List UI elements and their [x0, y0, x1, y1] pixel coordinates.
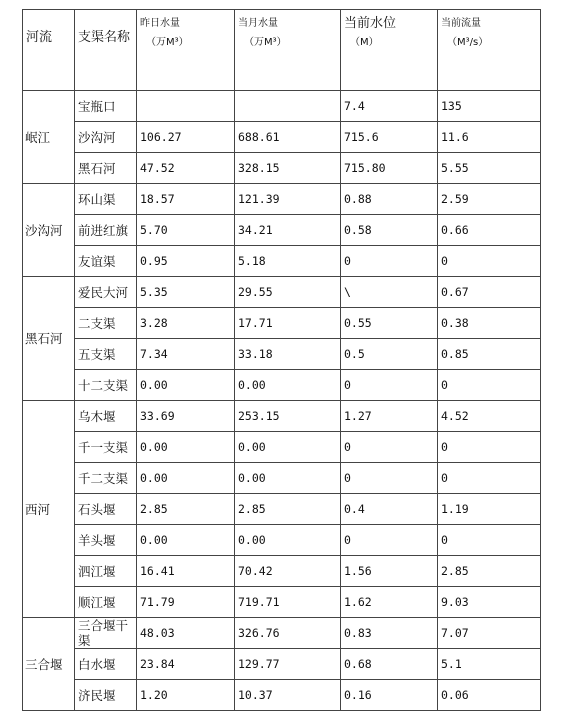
month-cell: 0.00: [235, 432, 341, 463]
header-flow-unit: （M³/s）: [447, 37, 489, 48]
yesterday-cell: 47.52: [137, 153, 235, 184]
month-cell: 253.15: [235, 401, 341, 432]
flow-cell: 0: [438, 432, 541, 463]
month-cell: 129.77: [235, 649, 341, 680]
header-month-unit: （万M³）: [244, 37, 287, 48]
table-row: [23, 184, 541, 215]
canal-cell: 济民堰: [75, 680, 137, 711]
table-row: [23, 122, 541, 153]
month-cell: 719.71: [235, 587, 341, 618]
table-row: [23, 370, 541, 401]
canal-cell: 沙沟河: [75, 122, 137, 153]
table-row: [23, 401, 541, 432]
level-cell: 0.5: [341, 339, 438, 370]
yesterday-cell: 71.79: [137, 587, 235, 618]
flow-cell: 0.38: [438, 308, 541, 339]
canal-cell: 十二支渠: [75, 370, 137, 401]
header-level: [341, 10, 438, 91]
month-cell: 328.15: [235, 153, 341, 184]
level-cell: 7.4: [341, 91, 438, 122]
flow-cell: 2.85: [438, 556, 541, 587]
yesterday-cell: 0.00: [137, 432, 235, 463]
level-cell: 0.68: [341, 649, 438, 680]
level-cell: 0: [341, 246, 438, 277]
header-yesterday: [137, 10, 235, 91]
canal-cell: 二支渠: [75, 308, 137, 339]
canal-cell: 三合堰干渠: [75, 618, 137, 649]
yesterday-cell: 0.00: [137, 525, 235, 556]
river-cell: 西河: [23, 401, 75, 618]
table-row: [23, 494, 541, 525]
flow-cell: 0: [438, 370, 541, 401]
table-body: [23, 10, 541, 711]
yesterday-cell: 106.27: [137, 122, 235, 153]
header-month: [235, 10, 341, 91]
flow-cell: 0.67: [438, 277, 541, 308]
header-level-unit: （M）: [350, 37, 379, 48]
table-row: [23, 649, 541, 680]
month-cell: 5.18: [235, 246, 341, 277]
yesterday-cell: [137, 91, 235, 122]
level-cell: 1.27: [341, 401, 438, 432]
canal-cell: 千二支渠: [75, 463, 137, 494]
yesterday-cell: 16.41: [137, 556, 235, 587]
flow-cell: 11.6: [438, 122, 541, 153]
canal-cell: 前进红旗: [75, 215, 137, 246]
yesterday-cell: 23.84: [137, 649, 235, 680]
month-cell: 0.00: [235, 370, 341, 401]
level-cell: 0.88: [341, 184, 438, 215]
canal-cell: 环山渠: [75, 184, 137, 215]
level-cell: 0.83: [341, 618, 438, 649]
flow-cell: 7.07: [438, 618, 541, 649]
month-cell: [235, 91, 341, 122]
month-cell: 33.18: [235, 339, 341, 370]
water-data-table: [22, 9, 541, 711]
table-row: [23, 246, 541, 277]
flow-cell: 0.06: [438, 680, 541, 711]
header-row: [23, 10, 541, 91]
month-cell: 70.42: [235, 556, 341, 587]
flow-cell: 135: [438, 91, 541, 122]
month-cell: 0.00: [235, 463, 341, 494]
table-row: [23, 463, 541, 494]
level-cell: 0.58: [341, 215, 438, 246]
flow-cell: 0: [438, 463, 541, 494]
month-cell: 17.71: [235, 308, 341, 339]
level-cell: 0.4: [341, 494, 438, 525]
month-cell: 0.00: [235, 525, 341, 556]
table-row: [23, 91, 541, 122]
table-row: [23, 277, 541, 308]
header-river: 河流: [23, 10, 75, 91]
canal-cell: 宝瓶口: [75, 91, 137, 122]
canal-cell: 泗江堰: [75, 556, 137, 587]
level-cell: 1.62: [341, 587, 438, 618]
river-cell: 岷江: [23, 91, 75, 184]
table-row: [23, 153, 541, 184]
flow-cell: 2.59: [438, 184, 541, 215]
flow-cell: 0: [438, 525, 541, 556]
header-yesterday-title: 昨日水量: [140, 18, 180, 29]
yesterday-cell: 7.34: [137, 339, 235, 370]
canal-cell: 黑石河: [75, 153, 137, 184]
canal-cell: 友谊渠: [75, 246, 137, 277]
month-cell: 121.39: [235, 184, 341, 215]
yesterday-cell: 48.03: [137, 618, 235, 649]
table-row: [23, 556, 541, 587]
table-row: [23, 432, 541, 463]
month-cell: 10.37: [235, 680, 341, 711]
header-level-title: 当前水位: [344, 16, 397, 31]
yesterday-cell: 0.95: [137, 246, 235, 277]
month-cell: 29.55: [235, 277, 341, 308]
yesterday-cell: 18.57: [137, 184, 235, 215]
table-row: [23, 587, 541, 618]
flow-cell: 1.19: [438, 494, 541, 525]
canal-cell: 羊头堰: [75, 525, 137, 556]
header-yesterday-unit: （万M³）: [146, 37, 189, 48]
river-cell: 黑石河: [23, 277, 75, 401]
level-cell: 0: [341, 463, 438, 494]
flow-cell: 4.52: [438, 401, 541, 432]
header-month-title: 当月水量: [238, 18, 278, 29]
level-cell: 0: [341, 525, 438, 556]
canal-cell: 乌木堰: [75, 401, 137, 432]
canal-cell: 五支渠: [75, 339, 137, 370]
level-cell: 715.80: [341, 153, 438, 184]
canal-cell: 顺江堰: [75, 587, 137, 618]
flow-cell: 0: [438, 246, 541, 277]
yesterday-cell: 5.70: [137, 215, 235, 246]
month-cell: 34.21: [235, 215, 341, 246]
table-row: [23, 215, 541, 246]
level-cell: 1.56: [341, 556, 438, 587]
header-flow-title: 当前流量: [441, 18, 481, 29]
yesterday-cell: 2.85: [137, 494, 235, 525]
yesterday-cell: 0.00: [137, 370, 235, 401]
level-cell: 0.16: [341, 680, 438, 711]
yesterday-cell: 3.28: [137, 308, 235, 339]
yesterday-cell: 33.69: [137, 401, 235, 432]
flow-cell: 0.85: [438, 339, 541, 370]
level-cell: 0.55: [341, 308, 438, 339]
flow-cell: 5.55: [438, 153, 541, 184]
level-cell: 0: [341, 370, 438, 401]
river-cell: 沙沟河: [23, 184, 75, 277]
flow-cell: 0.66: [438, 215, 541, 246]
yesterday-cell: 0.00: [137, 463, 235, 494]
month-cell: 2.85: [235, 494, 341, 525]
month-cell: 688.61: [235, 122, 341, 153]
level-cell: 0: [341, 432, 438, 463]
yesterday-cell: 5.35: [137, 277, 235, 308]
flow-cell: 5.1: [438, 649, 541, 680]
flow-cell: 9.03: [438, 587, 541, 618]
level-cell: 715.6: [341, 122, 438, 153]
table-row: [23, 339, 541, 370]
level-cell: \: [341, 277, 438, 308]
canal-cell: 千一支渠: [75, 432, 137, 463]
header-canal: 支渠名称: [75, 10, 137, 91]
canal-cell: 爱民大河: [75, 277, 137, 308]
table-row: [23, 525, 541, 556]
table-row: [23, 618, 541, 649]
table-row: [23, 308, 541, 339]
canal-cell: 白水堰: [75, 649, 137, 680]
canal-cell: 石头堰: [75, 494, 137, 525]
yesterday-cell: 1.20: [137, 680, 235, 711]
month-cell: 326.76: [235, 618, 341, 649]
river-cell: 三合堰: [23, 618, 75, 711]
table-row: [23, 680, 541, 711]
header-flow: [438, 10, 541, 91]
